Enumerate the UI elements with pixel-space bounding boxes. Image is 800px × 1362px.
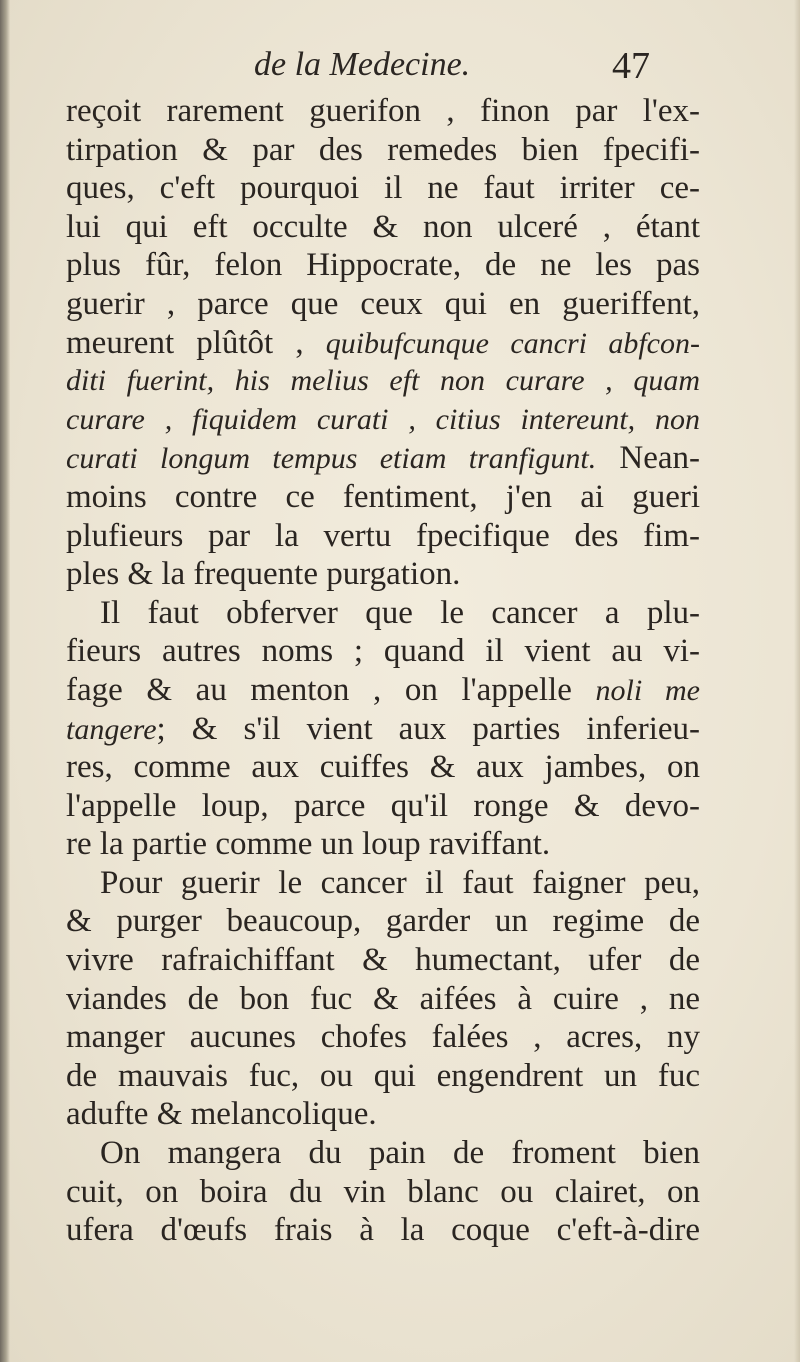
text-line: de mauvais fuc, ou qui engendrent un fuc bbox=[66, 1057, 700, 1094]
text-line bbox=[66, 671, 700, 710]
latin-quote-line: diti fuerint, his melius eft non curare , quam bbox=[66, 364, 700, 398]
text-line: plufieurs par la vertu fpecifique des fim- bbox=[66, 517, 700, 554]
text-line: viandes de bon fuc & aifées à cuire , ne bbox=[66, 980, 700, 1017]
text-line: cuit, on boira du vin blanc ou clairet, on bbox=[66, 1173, 700, 1210]
text-roman: Nean- bbox=[596, 440, 700, 477]
latin-quote-line: curare , fiquidem curati , citius intereunt, non bbox=[66, 402, 700, 436]
page-gutter-shadow bbox=[0, 0, 10, 1362]
text-roman: meurent plûtôt , bbox=[66, 324, 326, 361]
text-line: l'appelle loup, parce qu'il ronge & devo- bbox=[66, 787, 700, 824]
text-line bbox=[66, 324, 700, 363]
text-line: vivre rafraichiffant & humectant, ufer de bbox=[66, 942, 700, 979]
page-number: 47 bbox=[612, 45, 650, 87]
text-line bbox=[66, 710, 700, 749]
text-line: reçoit rarement guerifon , finon par l'ex- bbox=[66, 93, 700, 129]
text-roman: fage & au menton , on l'appelle bbox=[66, 671, 596, 708]
text-line: re la partie comme un loup raviffant. bbox=[66, 826, 551, 863]
text-line: adufte & melancolique. bbox=[66, 1096, 377, 1133]
running-title: de la Medecine. bbox=[254, 46, 471, 83]
text-line: & purger beaucoup, garder un regime de bbox=[66, 903, 700, 940]
text-line: Pour guerir le cancer il faut faigner peu, bbox=[100, 864, 700, 901]
text-line: On mangera du pain de froment bien bbox=[100, 1135, 700, 1172]
text-line bbox=[66, 439, 700, 478]
latin-quote: curati longum tempus etiam tranfigunt. bbox=[66, 442, 597, 476]
text-line: ufera d'œufs frais à la coque c'eft-à-dire bbox=[66, 1212, 700, 1249]
text-line: fieurs autres noms ; quand il vient au vi- bbox=[66, 633, 700, 670]
text-line: plus fûr, felon Hippocrate, de ne les pas bbox=[66, 247, 700, 284]
text-line: lui qui eft occulte & non ulceré , étant bbox=[66, 208, 700, 245]
text-line: res, comme aux cuiffes & aux jambes, on bbox=[66, 749, 700, 786]
page-header bbox=[0, 38, 800, 88]
page-edge bbox=[794, 0, 800, 1362]
text-line: moins contre ce fentiment, j'en ai gueri bbox=[66, 478, 700, 515]
latin-quote: quibufcunque cancri abfcon- bbox=[325, 326, 700, 360]
text-line: ques, c'eft pourquoi il ne faut irriter ce- bbox=[66, 170, 700, 207]
text-line: ples & la frequente purgation. bbox=[66, 556, 461, 593]
text-line: tirpation & par des remedes bien fpecifi- bbox=[66, 131, 700, 168]
text-line: guerir , parce que ceux qui en gueriffent, bbox=[66, 285, 700, 322]
body-text bbox=[66, 92, 700, 1250]
latin-term: noli me bbox=[595, 673, 700, 707]
text-line: Il faut obferver que le cancer a plu- bbox=[100, 594, 700, 631]
text-roman: ; & s'il vient aux parties inferieu- bbox=[156, 710, 700, 747]
latin-term: tangere bbox=[66, 712, 157, 746]
text-line: manger aucunes chofes falées , acres, ny bbox=[66, 1019, 700, 1056]
